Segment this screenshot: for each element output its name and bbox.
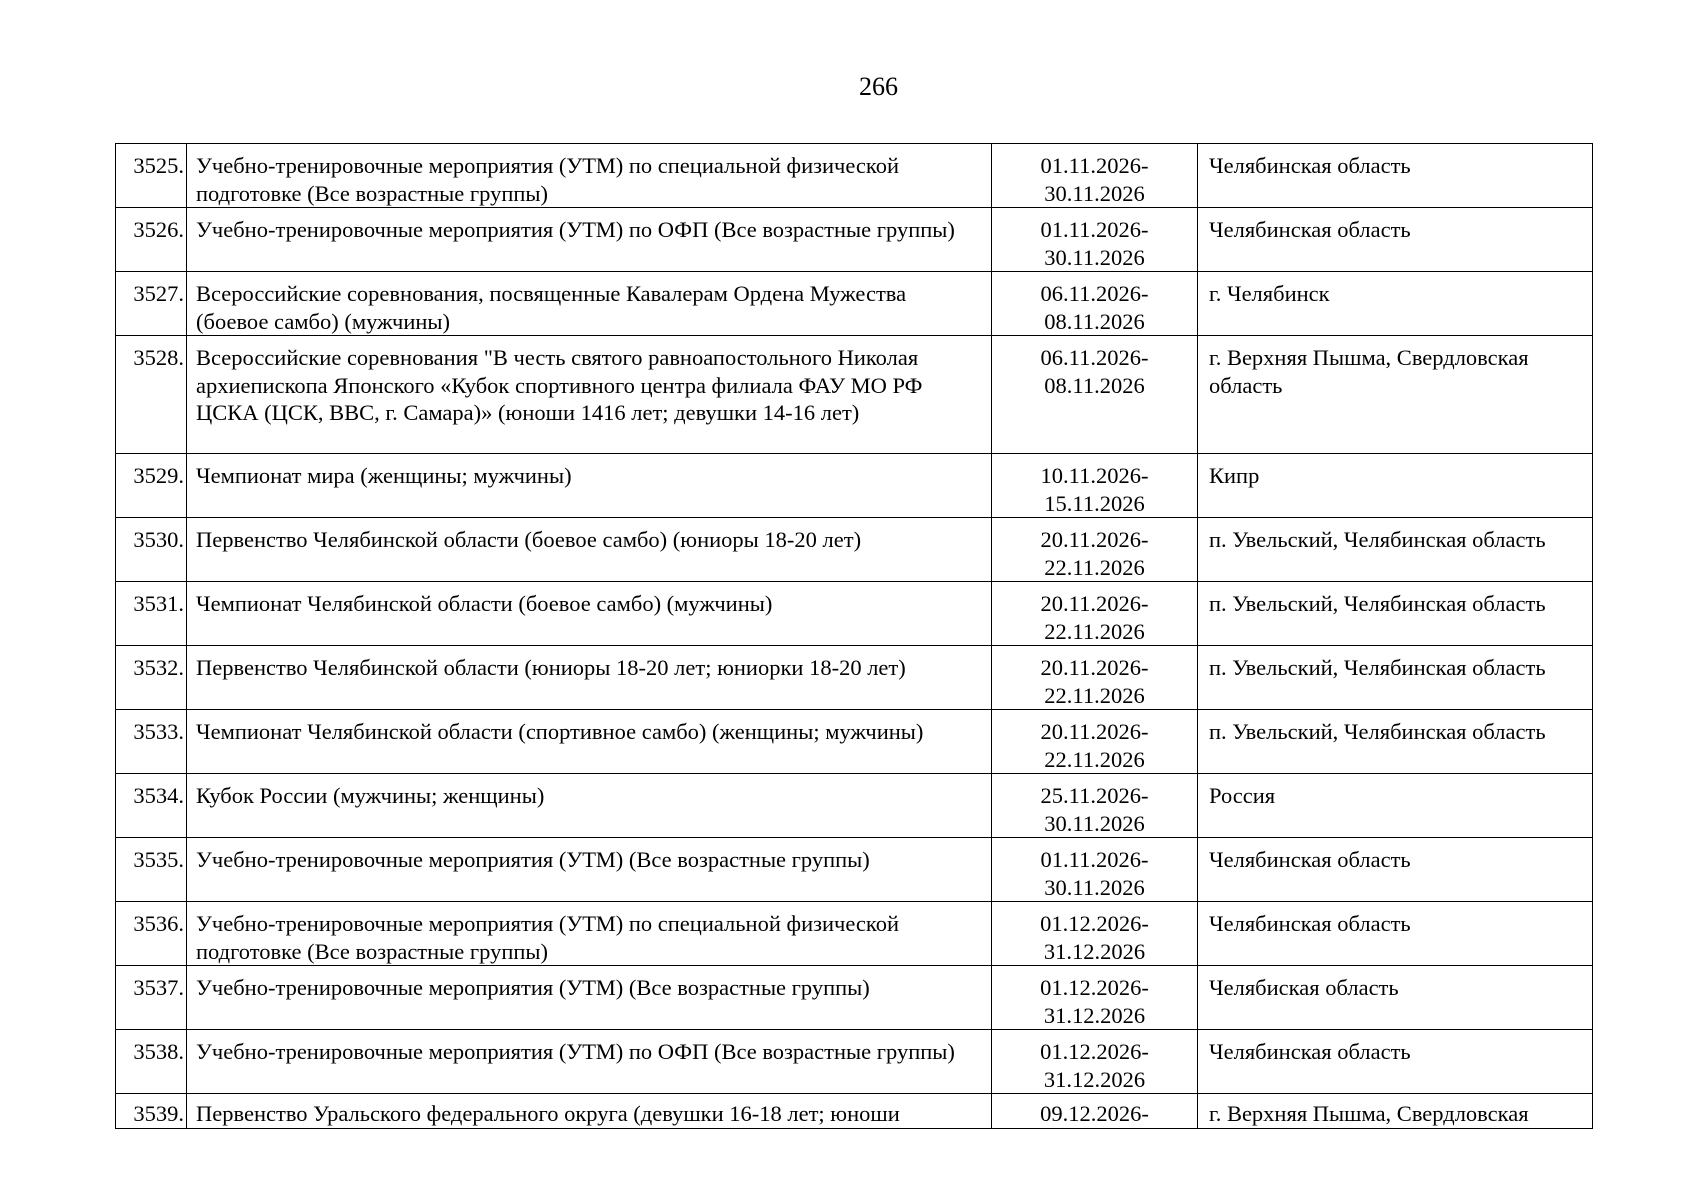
- event-dates: [992, 646, 1198, 710]
- date-start: 01.12.2026-: [1040, 911, 1149, 936]
- date-start: 06.11.2026-: [1040, 345, 1149, 370]
- date-start: 09.12.2026-: [1040, 1101, 1149, 1126]
- event-place: п. Увельский, Челябинская область: [1198, 710, 1593, 774]
- event-dates: [992, 144, 1198, 208]
- event-dates: [992, 774, 1198, 838]
- event-place: г. Верхняя Пышма, Свердловская область: [1198, 336, 1593, 454]
- date-start: 01.12.2026-: [1040, 1039, 1149, 1064]
- date-end: 22.11.2026: [1044, 618, 1145, 644]
- event-dates: [992, 710, 1198, 774]
- table-row: [116, 646, 1593, 710]
- table-row: [116, 208, 1593, 272]
- event-dates: [992, 208, 1198, 272]
- date-end: 31.12.2026: [1043, 1066, 1146, 1092]
- table-row: [116, 582, 1593, 646]
- event-dates: [992, 1030, 1198, 1094]
- event-place: Челябинская область: [1198, 902, 1593, 966]
- table-row: [116, 144, 1593, 208]
- date-start: 20.11.2026-: [1040, 719, 1149, 744]
- table-row: [116, 272, 1593, 336]
- date-start: 10.11.2026-: [1040, 463, 1149, 488]
- date-start: 01.11.2026-: [1040, 153, 1149, 178]
- row-number: 3531.: [116, 582, 187, 646]
- table-row: [116, 336, 1593, 454]
- table-row: [116, 902, 1593, 966]
- date-end: 30.11.2026: [1044, 244, 1145, 270]
- date-end: 22.11.2026: [1044, 554, 1145, 580]
- event-name: Всероссийские соревнования, посвященные Кавалерам Ордена Мужества (боевое самбо) (мужчины): [187, 272, 992, 336]
- event-name: Чемпионат мира (женщины; мужчины): [187, 454, 992, 518]
- row-number: 3538.: [116, 1030, 187, 1094]
- row-number: 3528.: [116, 336, 187, 454]
- date-start: 20.11.2026-: [1040, 527, 1149, 552]
- row-number: 3526.: [116, 208, 187, 272]
- event-dates: [992, 1094, 1198, 1129]
- events-table: [115, 143, 1593, 1129]
- event-name: Первенство Уральского федерального округа (девушки 16-18 лет; юноши: [187, 1094, 992, 1129]
- event-dates: [992, 838, 1198, 902]
- event-place: Челябинская область: [1198, 1030, 1593, 1094]
- event-place: г. Челябинск: [1198, 272, 1593, 336]
- event-dates: [992, 518, 1198, 582]
- event-dates: [992, 902, 1198, 966]
- row-number: 3534.: [116, 774, 187, 838]
- event-place: Россия: [1198, 774, 1593, 838]
- row-number: 3525.: [116, 144, 187, 208]
- event-name: Учебно-тренировочные мероприятия (УТМ) (Все возрастные группы): [187, 838, 992, 902]
- event-name: Учебно-тренировочные мероприятия (УТМ) по специальной физической подготовке (Все возрастные группы): [187, 902, 992, 966]
- date-start: 01.12.2026-: [1040, 975, 1149, 1000]
- date-start: 06.11.2026-: [1040, 281, 1149, 306]
- date-start: 20.11.2026-: [1040, 591, 1149, 616]
- event-place: Челябиская область: [1198, 966, 1593, 1030]
- date-end: 15.11.2026: [1044, 490, 1145, 516]
- event-name: Кубок России (мужчины; женщины): [187, 774, 992, 838]
- event-dates: [992, 582, 1198, 646]
- table-row: [116, 1030, 1593, 1094]
- row-number: 3527.: [116, 272, 187, 336]
- row-number: 3533.: [116, 710, 187, 774]
- table-row: [116, 454, 1593, 518]
- event-name: Первенство Челябинской области (юниоры 18-20 лет; юниорки 18-20 лет): [187, 646, 992, 710]
- date-start: 20.11.2026-: [1040, 655, 1149, 680]
- row-number: 3532.: [116, 646, 187, 710]
- event-place: Кипр: [1198, 454, 1593, 518]
- event-name: Чемпионат Челябинской области (боевое самбо) (мужчины): [187, 582, 992, 646]
- event-place: п. Увельский, Челябинская область: [1198, 518, 1593, 582]
- table-row: [116, 518, 1593, 582]
- event-name: Учебно-тренировочные мероприятия (УТМ) по специальной физической подготовке (Все возрастные группы): [187, 144, 992, 208]
- date-end: 31.12.2026: [1043, 1002, 1146, 1028]
- event-name: Чемпионат Челябинской области (спортивное самбо) (женщины; мужчины): [187, 710, 992, 774]
- row-number: 3535.: [116, 838, 187, 902]
- row-number: 3539.: [116, 1094, 187, 1129]
- table-row: [116, 1094, 1593, 1129]
- date-end: 31.12.2026: [1043, 938, 1146, 964]
- event-place: Челябинская область: [1198, 208, 1593, 272]
- date-end: 30.11.2026: [1044, 810, 1145, 836]
- event-name: Всероссийские соревнования "В честь святого равноапостольного Николая архиепископа Японского «Кубок спортивного центра филиала ФАУ МО РФ ЦСКА (ЦСК, ВВС, г. Самара)» (юноши 1416 лет; девушки 14-16 лет): [187, 336, 992, 454]
- table-row: [116, 838, 1593, 902]
- event-dates: [992, 272, 1198, 336]
- row-number: 3537.: [116, 966, 187, 1030]
- event-place: п. Увельский, Челябинская область: [1198, 582, 1593, 646]
- date-start: 01.11.2026-: [1040, 847, 1149, 872]
- event-dates: [992, 454, 1198, 518]
- event-place: Челябинская область: [1198, 838, 1593, 902]
- date-end: 08.11.2026: [1044, 372, 1145, 398]
- event-place: г. Верхняя Пышма, Свердловская: [1198, 1094, 1593, 1129]
- event-name: Учебно-тренировочные мероприятия (УТМ) по ОФП (Все возрастные группы): [187, 208, 992, 272]
- date-end: 22.11.2026: [1044, 746, 1145, 772]
- row-number: 3530.: [116, 518, 187, 582]
- row-number: 3536.: [116, 902, 187, 966]
- event-name: Учебно-тренировочные мероприятия (УТМ) по ОФП (Все возрастные группы): [187, 1030, 992, 1094]
- date-start: 25.11.2026-: [1040, 783, 1149, 808]
- event-place: Челябинская область: [1198, 144, 1593, 208]
- date-end: 30.11.2026: [1044, 874, 1145, 900]
- date-start: 01.11.2026-: [1040, 217, 1149, 242]
- date-end: 30.11.2026: [1044, 180, 1145, 206]
- date-end: 08.11.2026: [1044, 308, 1145, 334]
- table-row: [116, 710, 1593, 774]
- event-dates: [992, 336, 1198, 454]
- event-name: Первенство Челябинской области (боевое самбо) (юниоры 18-20 лет): [187, 518, 992, 582]
- row-number: 3529.: [116, 454, 187, 518]
- table-row: [116, 774, 1593, 838]
- table-row: [116, 966, 1593, 1030]
- event-name: Учебно-тренировочные мероприятия (УТМ) (Все возрастные группы): [187, 966, 992, 1030]
- event-dates: [992, 966, 1198, 1030]
- event-place: п. Увельский, Челябинская область: [1198, 646, 1593, 710]
- date-end: 22.11.2026: [1044, 682, 1145, 708]
- page-number: 266: [859, 72, 898, 101]
